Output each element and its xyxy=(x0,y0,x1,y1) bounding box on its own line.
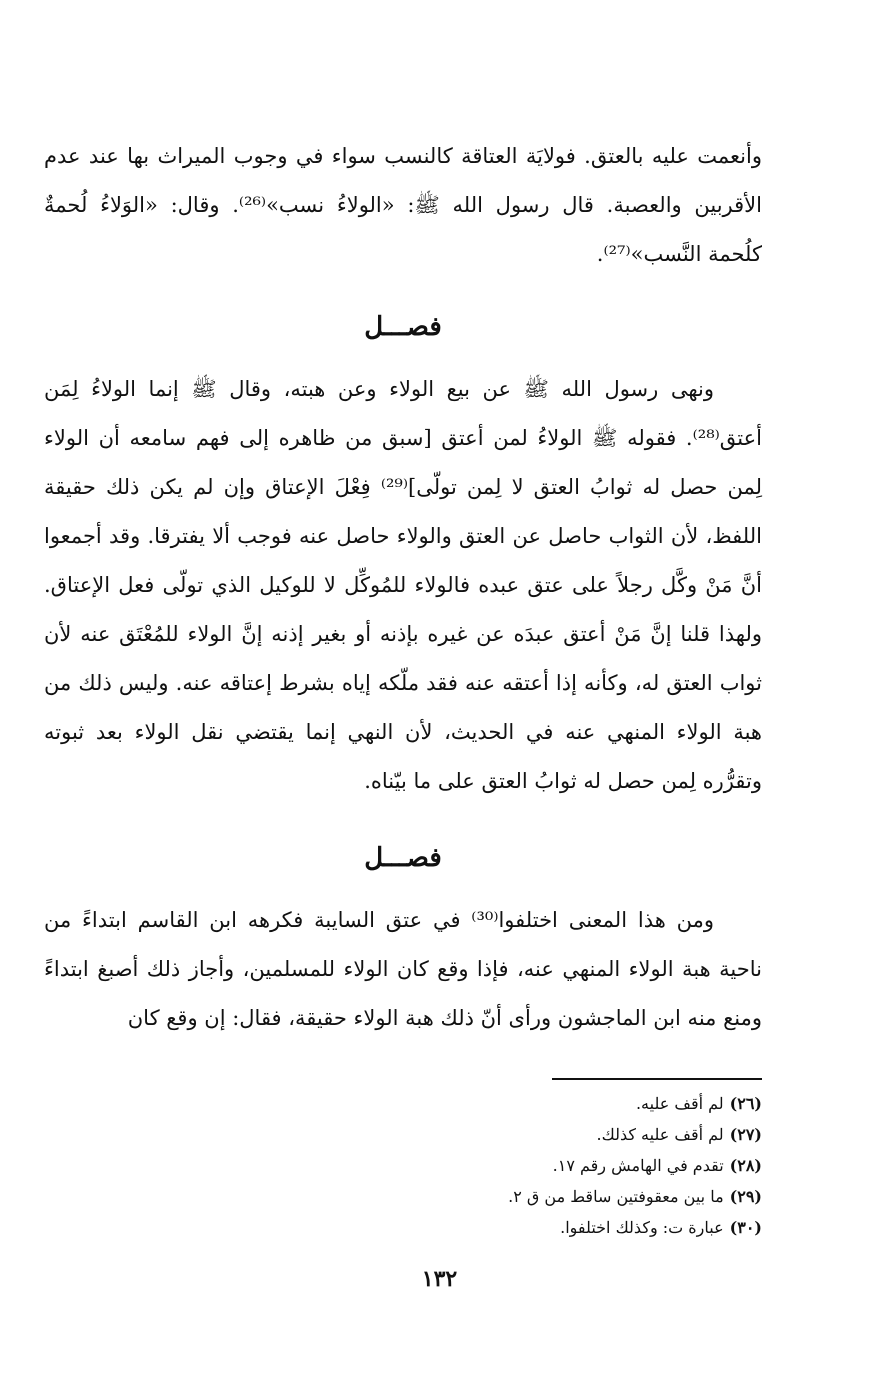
footnote-item xyxy=(462,1212,762,1243)
footnote-text: عبارة ت: وكذلك اختلفوا. xyxy=(560,1218,724,1237)
footnote-number: (٢٨) xyxy=(729,1156,762,1175)
footnote-list xyxy=(462,1088,762,1243)
footnote-item xyxy=(462,1088,762,1119)
footnote-text: لم أقف عليه. xyxy=(635,1094,724,1113)
footnote-item xyxy=(462,1150,762,1181)
footnote-number: (٢٩) xyxy=(729,1187,762,1206)
section-2-paragraph: ومن هذا المعنى اختلفوا⁽³⁰⁾ في عتق السايبة فكرهه ابن القاسم ابتداءً من ناحية هبة الولاء المنهي عنه، فإذا وقع كان الولاء للمسلمين، وأجاز ذلك أصبغ ابتداءً ومنع منه ابن الماجشون ورأى أنّ ذلك هبة الولاء حقيقة، فقال: إن وقع كان xyxy=(44,908,762,1030)
page-body xyxy=(44,132,762,1043)
page-number: ١٣٢ xyxy=(421,1266,458,1292)
footnote-number: (٣٠) xyxy=(729,1218,762,1237)
footnote-text: ما بين معقوفتين ساقط من ق ٢. xyxy=(508,1187,724,1206)
intro-paragraph: وأنعمت عليه بالعتق. فولايَة العتاقة كالنسب سواء في وجوب الميراث بها عند عدم الأقربين والعصبة. قال رسول الله ﷺ: «الولاءُ نسب»⁽²⁶⁾. وقال: «الوَلاءُ لُحمةٌ كلُحمة النَّسب»⁽²⁷⁾. xyxy=(44,144,762,266)
footnote-item xyxy=(462,1181,762,1212)
footnote-number: (٢٦) xyxy=(729,1094,762,1113)
footnote-text: تقدم في الهامش رقم ١٧. xyxy=(552,1156,724,1175)
footnotes xyxy=(462,1078,762,1243)
section-heading-1: فصـــل xyxy=(364,312,442,342)
section-1-paragraph: ونهى رسول الله ﷺ عن بيع الولاء وعن هبته، وقال ﷺ إنما الولاءُ لِمَن أعتق⁽²⁸⁾. فقوله ﷺ الولاءُ لمن أعتق [سبق من ظاهره إلى فهم سامعه أن الولاء لِمن حصل له ثوابُ العتق لا لِمن تولّى]⁽²⁹⁾ فِعْلَ الإعتاق وإن لم يكن ذلك حقيقة اللفظ، لأن الثواب حاصل عن العتق والولاء حاصل عنه فوجب ألا يفترقا. وقد أجمعوا أنَّ مَنْ وكَّل رجلاً على عتق عبده فالولاء للمُوكِّل لا للوكيل الذي تولّى فعل الإعتاق. ولهذا قلنا إنَّ مَنْ أعتق عبدَه عن غيره بإذنه أو بغير إذنه إنَّ الولاء للمُعْتَق عنه لأن ثواب العتق له، وكأنه إذا أعتقه عنه فقد ملّكه إياه بشرط إعتاقه عنه. وليس ذلك من هبة الولاء المنهي عنه في الحديث، لأن النهي إنما يقتضي نقل الولاء بعد ثبوته وتقرُّره لِمن حصل له ثوابُ العتق على ما بيّناه. xyxy=(44,377,762,793)
footnote-separator xyxy=(552,1078,762,1080)
footnote-text: لم أقف عليه كذلك. xyxy=(596,1125,724,1144)
footnote-item xyxy=(462,1119,762,1150)
section-heading-2: فصـــل xyxy=(364,843,442,873)
footnote-number: (٢٧) xyxy=(729,1125,762,1144)
